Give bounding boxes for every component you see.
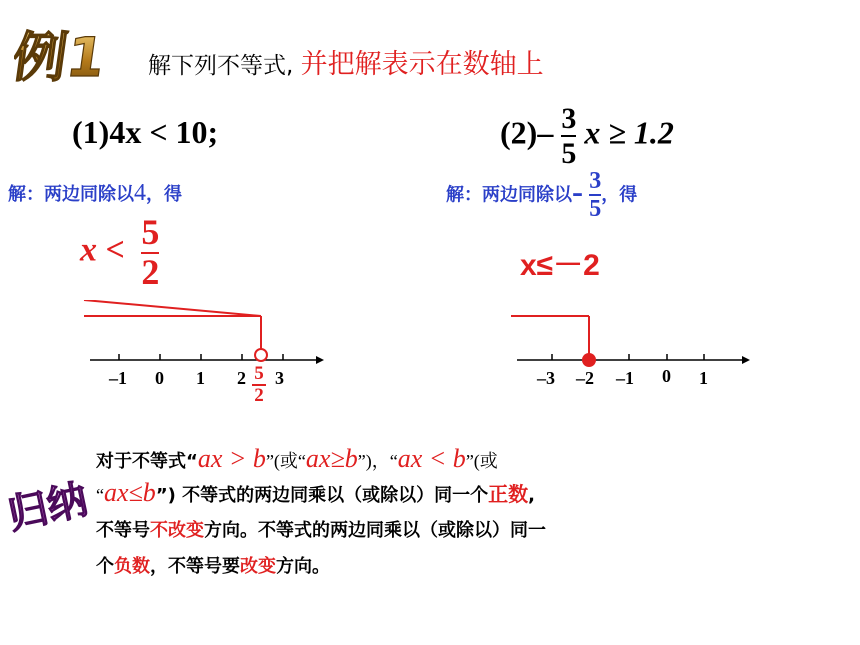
tick-label: –1	[109, 368, 127, 388]
problem2-rest: x ≥ 1.2	[584, 114, 674, 151]
summary-text: ”(或“	[265, 451, 306, 471]
problem1-step-suffix: ，得	[146, 184, 182, 205]
instruction-prefix: 解下列不等式,	[148, 53, 294, 79]
problem2-step-suffix: ，得	[601, 184, 638, 206]
summary-text: ，不等号要	[150, 556, 240, 577]
summary-line-3	[96, 522, 546, 540]
svg-text:归纳: 归纳	[3, 476, 92, 539]
problem2-step	[446, 168, 637, 223]
problem2-statement	[500, 102, 674, 170]
problem2-step-num: 3	[589, 168, 602, 194]
problem1-step-divisor: 4	[134, 180, 146, 206]
summary-line-2	[96, 480, 535, 506]
highlight-unchanged: 不改变	[150, 520, 204, 541]
summary-text: 对于不等式“	[96, 451, 198, 472]
number-line-2	[505, 300, 755, 370]
formula: ax > b	[197, 444, 266, 473]
tick-label: –3	[537, 368, 555, 388]
summary-text: 个	[96, 556, 114, 577]
problem2-den: 5	[561, 137, 577, 170]
highlight-change: 改变	[240, 556, 276, 577]
problem1-step-prefix: 解：两边同除以	[8, 184, 134, 205]
problem2-result: x≤－2	[520, 249, 600, 282]
problem2-step-sign: –	[572, 181, 583, 207]
instruction-highlight: 并把解表示在数轴上	[300, 49, 544, 80]
formula: ax≥b	[305, 444, 358, 473]
problem1-expression: 4x < 10;	[109, 114, 219, 150]
problem1-result	[80, 214, 159, 292]
summary-text: ”(或	[465, 451, 498, 471]
closed-point	[582, 353, 596, 367]
problem1-result-var: x <	[80, 231, 125, 269]
example-badge	[14, 22, 132, 86]
axis-point-num: 5	[254, 363, 264, 384]
highlight-negative: 负数	[114, 556, 150, 577]
axis-arrow-1	[316, 356, 324, 364]
tick-label: 1	[699, 368, 708, 388]
problem1-statement	[72, 114, 218, 151]
summary-text: ”) 不等式的两边同乘以（或除以）同一个	[155, 485, 489, 506]
svg-text:例1: 例1	[14, 26, 109, 86]
number-line-1	[80, 300, 330, 370]
tick-label: –2	[576, 368, 594, 388]
problem2-label: (2)	[500, 114, 538, 151]
summary-text: 不等号	[96, 520, 150, 541]
problem1-result-den: 2	[141, 251, 160, 292]
problem2-num: 3	[561, 102, 577, 135]
summary-text: 方向。	[276, 556, 330, 577]
summary-line-4	[96, 558, 330, 576]
formula: ax < b	[397, 444, 466, 473]
summary-line-1	[96, 446, 498, 472]
open-point	[255, 349, 267, 361]
tick-label: –1	[616, 368, 634, 388]
problem2-step-den: 5	[589, 196, 602, 223]
summary-text: “	[96, 485, 104, 505]
summary-text: 方向。不等式的两边同乘以（或除以）同一	[204, 520, 546, 541]
problem2-step-prefix: 解：两边同除以	[446, 184, 572, 206]
tick-label: 3	[275, 368, 284, 388]
axis-arrow-2	[742, 356, 750, 364]
tick-label: 0	[155, 368, 164, 388]
problem2-sign: –	[537, 114, 554, 151]
summary-badge	[2, 458, 98, 540]
summary-text: ,	[528, 485, 535, 506]
axis-point-label	[252, 364, 266, 406]
problem1-step	[8, 180, 182, 207]
tick-label: 0	[662, 366, 671, 386]
solution-ray-1	[84, 300, 261, 316]
summary-text: ”)，“	[357, 451, 398, 471]
tick-label: 1	[196, 368, 205, 388]
problem1-result-num: 5	[141, 212, 160, 252]
formula: ax≤b	[104, 478, 156, 507]
highlight-positive: 正数	[488, 482, 529, 506]
instruction	[148, 42, 544, 81]
tick-label: 2	[237, 368, 246, 388]
problem1-label: (1)	[72, 114, 110, 150]
axis-point-den: 2	[254, 384, 264, 406]
